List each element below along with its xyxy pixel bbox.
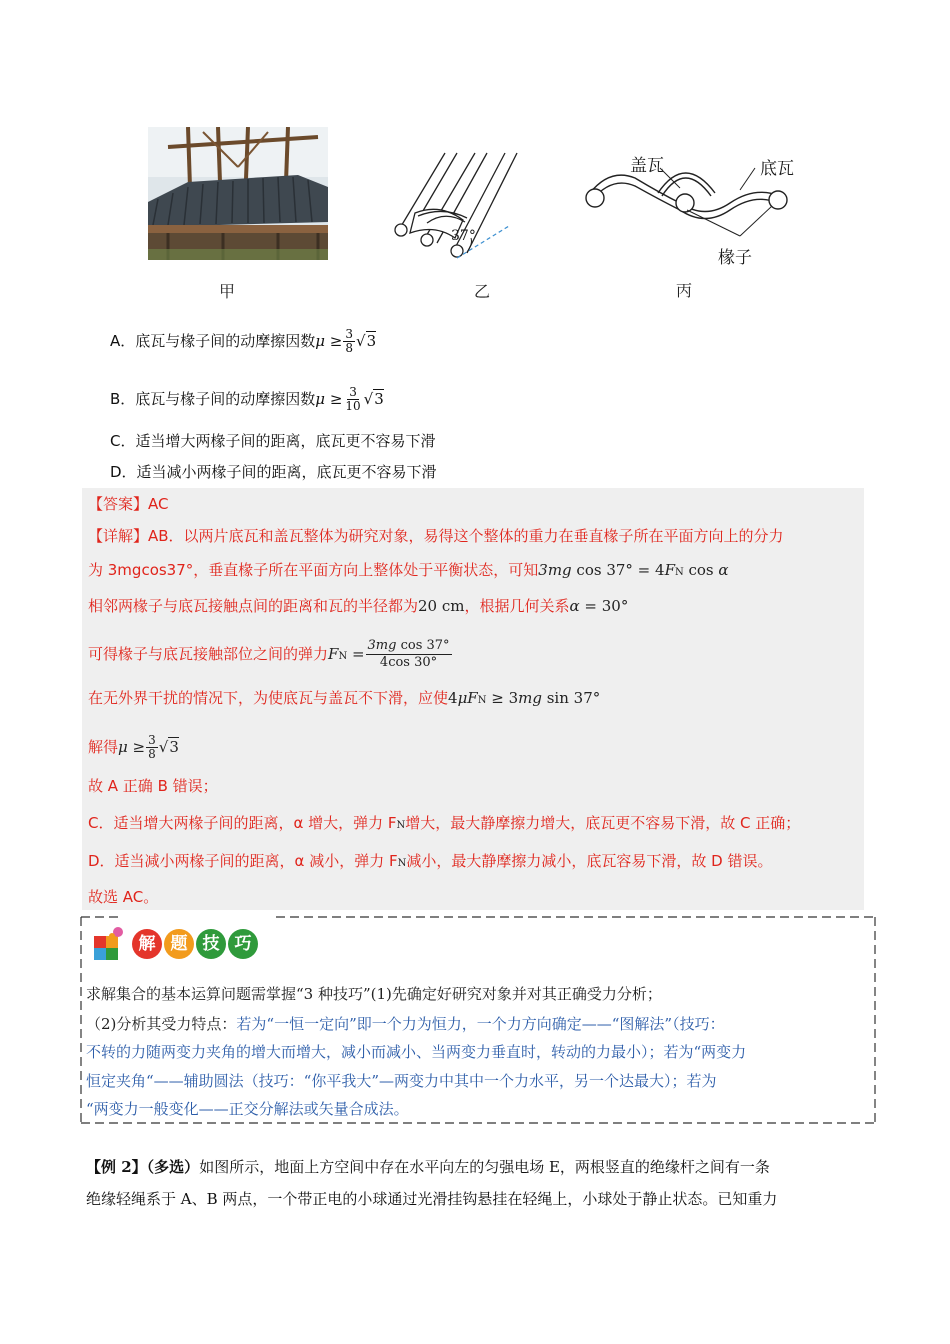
answer-label: 【答案】AC <box>88 495 169 513</box>
photo-roof <box>148 127 328 260</box>
roof-photo-image <box>148 127 328 260</box>
label-chuanzi: 椽子 <box>718 248 752 268</box>
example-2-line-1: 【例 2】（多选）如图所示，地面上方空间中存在水平向左的匀强电场 E，两根竖直的绝缘杆之间有一条 <box>86 1158 770 1176</box>
puzzle-icon <box>92 926 128 962</box>
tips-line-1: 求解集合的基本运算问题需掌握“3 种技巧”(1)先确定好研究对象并对其正确受力分析； <box>86 985 662 1003</box>
detail-line-6: 解得μ ≥ $\frac{3}{8}$ √3 <box>88 733 179 761</box>
option-b-fraction: $\frac{3}{10}$ <box>345 385 361 413</box>
figure-label-bing: 丙 <box>676 281 693 300</box>
angle-label: 37° <box>451 228 476 244</box>
diagram-yi <box>385 148 525 268</box>
detail-line-7: 故 A 正确 B 错误； <box>88 777 218 795</box>
detail-line-3: 相邻两椽子与底瓦接触点间的距离和瓦的半径都为20 cm，根据几何关系α = 30° <box>88 597 629 615</box>
detail-line-4: 可得椽子与底瓦接触部位之间的弹力FN = $\frac{\text{3mg cos 37°}}{4\cos 30^\circ}$ <box>88 638 450 670</box>
tips-title-char: 技 <box>196 929 226 959</box>
tips-line-3: 不转的力随两变力夹角的增大而增大，减小而减小、当两变力垂直时，转动的力最小）；若为“两变力 <box>86 1043 747 1061</box>
tips-title-char: 解 <box>132 929 162 959</box>
detail-line-8: C．适当增大两椽子间的距离，α 增大，弹力 FN增大，最大静摩擦力增大，底瓦更不容易下滑，故 C 正确； <box>88 814 801 832</box>
option-a: A．底瓦与椽子间的动摩擦因数μ ≥ $\frac{3}{8}$ √3 <box>110 327 377 355</box>
example-2-line-2: 绝缘轻绳系于 A、B 两点，一个带正电的小球通过光滑挂钩悬挂在轻绳上，小球处于静止状态。已知重力 <box>86 1190 778 1208</box>
option-a-text: A．底瓦与椽子间的动摩擦因数 <box>110 332 316 350</box>
option-a-fraction: $\frac{3}{8}$ <box>345 327 353 355</box>
tips-title-char: 题 <box>164 929 194 959</box>
detail-line-1: 【详解】AB．以两片底瓦和盖瓦整体为研究对象，易得这个整体的重力在垂直椽子所在平面方向上的分力 <box>88 527 784 545</box>
detail-line-2: 为 3mgcos37°，垂直椽子所在平面方向上整体处于平衡状态，可知3mg cos 37° = 4FN cos α <box>88 561 729 579</box>
tips-title <box>92 926 260 962</box>
option-b-text: B．底瓦与椽子间的动摩擦因数 <box>110 390 316 408</box>
detail-line-9: D．适当减小两椽子间的距离，α 减小，弹力 FN减小，最大静摩擦力减小，底瓦容易下滑，故 D 错误。 <box>88 852 773 870</box>
label-gaiwa: 盖瓦 <box>630 156 664 176</box>
tips-line-4: 恒定夹角“——辅助圆法（技巧：“你平我大”—两变力中其中一个力水平，另一个达最大）；若为 <box>86 1072 717 1090</box>
figure-label-jia: 甲 <box>219 282 236 301</box>
option-d: D．适当减小两椽子间的距离，底瓦更不容易下滑 <box>110 463 437 481</box>
label-diwa: 底瓦 <box>760 159 794 179</box>
tips-line-2: （2)分析其受力特点：若为“一恒一定向”即一个力为恒力，一个力方向确定——“图解法”（技巧： <box>86 1015 725 1033</box>
detail-line-10: 故选 AC。 <box>88 888 159 906</box>
tips-line-5: “两变力一般变化——正交分解法或矢量合成法。 <box>86 1100 409 1118</box>
figure-label-yi: 乙 <box>474 282 491 301</box>
tips-title-char: 巧 <box>228 929 258 959</box>
detail-line-5: 在无外界干扰的情况下，为使底瓦与盖瓦不下滑，应使4μFN ≥ 3mg sin 37° <box>88 689 601 707</box>
option-b: B．底瓦与椽子间的动摩擦因数μ ≥ $\frac{3}{10}$ √3 <box>110 385 384 413</box>
option-c: C．适当增大两椽子间的距离，底瓦更不容易下滑 <box>110 432 436 450</box>
